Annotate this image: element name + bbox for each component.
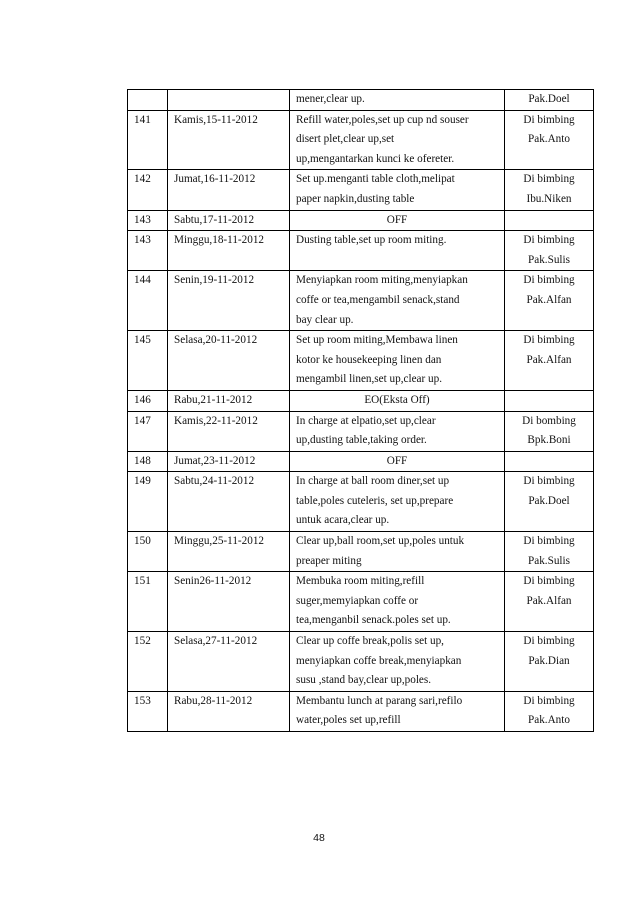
supervisor-line: Pak.Anto	[528, 133, 570, 146]
activity-line: up,dusting table,taking order.	[296, 434, 427, 447]
row-supervisor	[505, 632, 594, 692]
activity-line: mener,clear up.	[296, 93, 365, 105]
row-supervisor	[505, 691, 594, 731]
row-number: 150	[128, 532, 168, 572]
row-number: 142	[128, 170, 168, 210]
row-supervisor	[505, 271, 594, 331]
activity-line: table,poles cuteleris, set up,prepare	[296, 494, 454, 507]
table-row	[128, 532, 594, 572]
activity-line: untuk acara,clear up.	[296, 514, 390, 527]
activity-line: up,mengantarkan kunci ke ofereter.	[296, 152, 455, 165]
row-activity	[290, 472, 505, 532]
row-supervisor	[505, 472, 594, 532]
supervisor-line	[511, 391, 587, 411]
table-row	[128, 390, 594, 411]
supervisor-line: Pak.Dian	[528, 654, 570, 667]
activity-line: suger,memyiapkan coffe or	[296, 594, 419, 607]
row-date: Selasa,20-11-2012	[168, 331, 290, 391]
row-supervisor	[505, 572, 594, 632]
activity-line: menyiapkan coffe break,menyiapkan	[296, 654, 462, 667]
row-supervisor	[505, 331, 594, 391]
row-supervisor	[505, 90, 594, 111]
activity-line: OFF	[386, 213, 408, 226]
table-row	[128, 90, 594, 111]
activity-line: paper napkin,dusting table	[296, 192, 415, 205]
row-date: Minggu,25-11-2012	[168, 532, 290, 572]
supervisor-line: Di bimbing	[523, 475, 575, 488]
row-activity	[290, 231, 505, 271]
row-supervisor	[505, 231, 594, 271]
row-date	[168, 90, 290, 111]
row-activity	[290, 110, 505, 170]
table-row	[128, 411, 594, 451]
row-number: 145	[128, 331, 168, 391]
row-number: 149	[128, 472, 168, 532]
row-number: 143	[128, 210, 168, 231]
row-date: Senin26-11-2012	[168, 572, 290, 632]
supervisor-line: Di bimbing	[523, 694, 575, 707]
table-row	[128, 451, 594, 472]
supervisor-line	[511, 452, 587, 472]
row-date: Kamis,15-11-2012	[168, 110, 290, 170]
row-activity	[290, 632, 505, 692]
supervisor-line: Di bimbing	[523, 113, 575, 126]
table-row	[128, 210, 594, 231]
supervisor-line: Di bimbing	[523, 535, 575, 548]
supervisor-line: Di bimbing	[523, 173, 575, 186]
row-number: 144	[128, 271, 168, 331]
row-number: 147	[128, 411, 168, 451]
supervisor-line: Ibu.Niken	[526, 192, 572, 205]
activity-line: Set up room miting,Membawa linen	[296, 334, 458, 347]
supervisor-line	[511, 211, 587, 231]
supervisor-line: Di bimbing	[523, 274, 575, 287]
row-date: Jumat,16-11-2012	[168, 170, 290, 210]
activity-line: water,poles set up,refill	[296, 714, 401, 727]
table-row	[128, 170, 594, 210]
supervisor-line: Bpk.Boni	[527, 434, 571, 447]
supervisor-line: Pak.Doel	[528, 93, 570, 105]
row-activity	[290, 90, 505, 111]
activity-line: In charge at ball room diner,set up	[296, 475, 450, 488]
activity-line: bay clear up.	[296, 313, 354, 326]
row-activity	[290, 532, 505, 572]
supervisor-line: Pak.Alfan	[526, 353, 572, 366]
row-supervisor	[505, 451, 594, 472]
activity-log-table	[127, 89, 594, 732]
activity-line: susu ,stand bay,clear up,poles.	[296, 674, 432, 687]
activity-line: Dusting table,set up room miting.	[296, 234, 447, 247]
activity-line: Membantu lunch at parang sari,refilo	[296, 694, 463, 707]
supervisor-line: Di bimbing	[523, 234, 575, 247]
row-activity	[290, 572, 505, 632]
row-activity	[290, 411, 505, 451]
table-row	[128, 691, 594, 731]
supervisor-line: Di bimbing	[523, 575, 575, 588]
activity-line: mengambil linen,set up,clear up.	[296, 373, 443, 386]
activity-line: Menyiapkan room miting,menyiapkan	[296, 274, 468, 287]
row-supervisor	[505, 411, 594, 451]
row-date: Selasa,27-11-2012	[168, 632, 290, 692]
activity-line: EO(Eksta Off)	[364, 393, 430, 406]
row-supervisor	[505, 210, 594, 231]
page-number: 48	[313, 832, 325, 844]
supervisor-line: Pak.Alfan	[526, 594, 572, 607]
row-activity	[290, 210, 505, 231]
activity-line: preaper miting	[296, 554, 362, 567]
row-activity	[290, 451, 505, 472]
supervisor-line: Di bimbing	[523, 635, 575, 648]
row-activity	[290, 170, 505, 210]
row-supervisor	[505, 390, 594, 411]
activity-log-body	[128, 90, 594, 732]
table-row	[128, 110, 594, 170]
supervisor-line: Di bombing	[522, 414, 576, 427]
activity-line: Clear up,ball room,set up,poles untuk	[296, 535, 465, 548]
table-row	[128, 472, 594, 532]
row-number: 148	[128, 451, 168, 472]
row-date: Jumat,23-11-2012	[168, 451, 290, 472]
row-date: Senin,19-11-2012	[168, 271, 290, 331]
table-row	[128, 231, 594, 271]
activity-line: OFF	[386, 454, 408, 467]
activity-line: Clear up coffe break,polis set up,	[296, 635, 444, 648]
supervisor-line: Pak.Sulis	[528, 253, 570, 266]
row-date: Rabu,28-11-2012	[168, 691, 290, 731]
activity-line: coffe or tea,mengambil senack,stand	[296, 293, 460, 306]
activity-line: kotor ke housekeeping linen dan	[296, 353, 442, 366]
row-activity	[290, 271, 505, 331]
row-date: Minggu,18-11-2012	[168, 231, 290, 271]
supervisor-line: Di bimbing	[523, 334, 575, 347]
table-row	[128, 271, 594, 331]
supervisor-line: Pak.Sulis	[528, 554, 570, 567]
activity-line: Set up.menganti table cloth,melipat	[296, 173, 455, 186]
row-date: Kamis,22-11-2012	[168, 411, 290, 451]
row-activity	[290, 331, 505, 391]
activity-line: Refill water,poles,set up cup nd souser	[296, 113, 469, 126]
supervisor-line: Pak.Anto	[528, 714, 570, 727]
row-date: Sabtu,17-11-2012	[168, 210, 290, 231]
row-number: 141	[128, 110, 168, 170]
table-row	[128, 572, 594, 632]
activity-line: Membuka room miting,refill	[296, 575, 425, 588]
row-date: Rabu,21-11-2012	[168, 390, 290, 411]
table-row	[128, 331, 594, 391]
row-number: 151	[128, 572, 168, 632]
row-number: 143	[128, 231, 168, 271]
row-number: 146	[128, 390, 168, 411]
row-number: 153	[128, 691, 168, 731]
row-date: Sabtu,24-11-2012	[168, 472, 290, 532]
activity-line: In charge at elpatio,set up,clear	[296, 414, 436, 427]
table-row	[128, 632, 594, 692]
row-activity	[290, 691, 505, 731]
row-number	[128, 90, 168, 111]
supervisor-line: Pak.Alfan	[526, 293, 572, 306]
activity-line: disert plet,clear up,set	[296, 133, 395, 146]
activity-line: tea,menganbil senack.poles set up.	[296, 614, 451, 627]
row-activity	[290, 390, 505, 411]
supervisor-line: Pak.Doel	[528, 494, 570, 507]
row-supervisor	[505, 170, 594, 210]
row-supervisor	[505, 532, 594, 572]
row-number: 152	[128, 632, 168, 692]
row-supervisor	[505, 110, 594, 170]
